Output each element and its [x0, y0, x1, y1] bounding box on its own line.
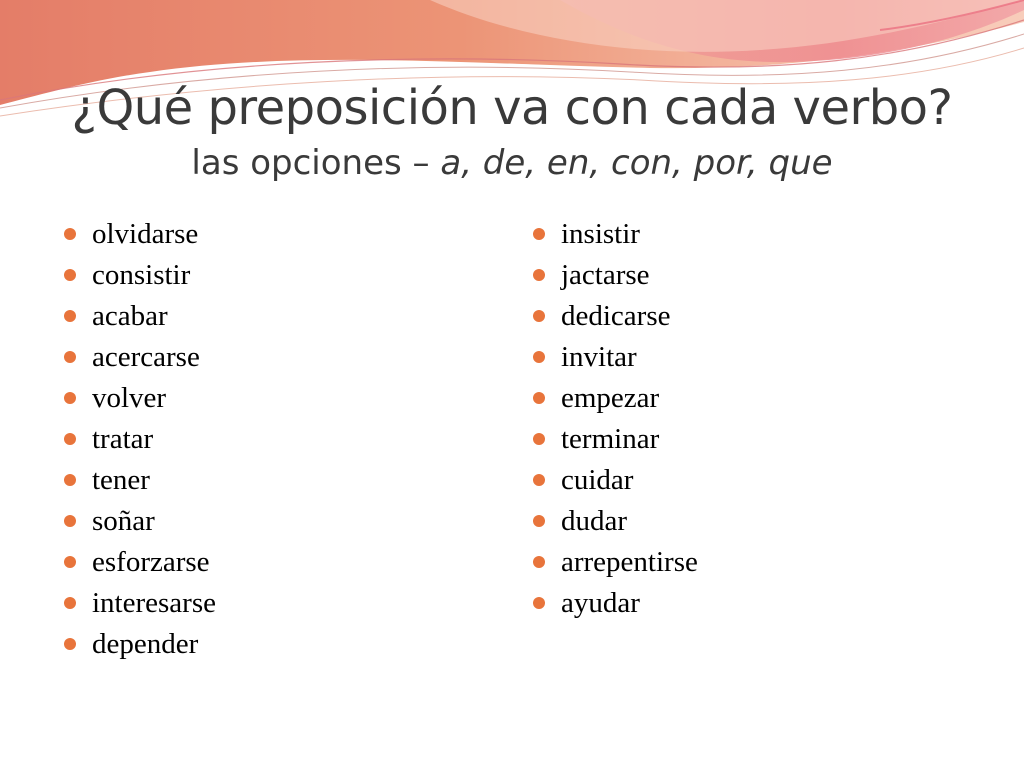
verb-label: empezar [561, 382, 660, 414]
subtitle-prefix: las opciones – [191, 143, 441, 183]
bullet-icon [64, 392, 76, 404]
bullet-icon [64, 228, 76, 240]
verb-label: olvidarse [92, 218, 199, 250]
verb-label: depender [92, 628, 199, 660]
list-item [533, 296, 698, 337]
verb-label: cuidar [561, 464, 634, 496]
list-item [533, 501, 698, 542]
verb-label: arrepentirse [561, 546, 698, 578]
bullet-icon [533, 310, 545, 322]
verb-label: tener [92, 464, 150, 496]
bullet-icon [533, 556, 545, 568]
bullet-icon [533, 433, 545, 445]
verb-label: esforzarse [92, 546, 210, 578]
verb-label: acabar [92, 300, 168, 332]
list-item [533, 419, 698, 460]
title-block [0, 78, 1024, 186]
list-item [64, 419, 216, 460]
list-item [64, 296, 216, 337]
list-item [64, 583, 216, 624]
verb-label: consistir [92, 259, 191, 291]
bullet-icon [64, 310, 76, 322]
verb-list-right [533, 214, 698, 624]
bullet-icon [533, 269, 545, 281]
slide-title: ¿Qué preposición va con cada verbo? [71, 80, 953, 136]
bullet-icon [533, 515, 545, 527]
bullet-icon [533, 351, 545, 363]
list-item [64, 255, 216, 296]
bullet-icon [64, 638, 76, 650]
list-item [533, 460, 698, 501]
bullet-icon [64, 474, 76, 486]
slide-subtitle [0, 140, 1024, 186]
bullet-icon [533, 392, 545, 404]
bullet-icon [64, 269, 76, 281]
list-item [533, 255, 698, 296]
list-item [64, 337, 216, 378]
list-item [64, 460, 216, 501]
verb-label: ayudar [561, 587, 640, 619]
verb-list-left [64, 214, 216, 665]
bullet-icon [533, 228, 545, 240]
verb-label: tratar [92, 423, 154, 455]
verb-label: interesarse [92, 587, 216, 619]
list-item [64, 501, 216, 542]
list-item [64, 214, 216, 255]
verb-label: jactarse [561, 259, 650, 291]
list-item [533, 583, 698, 624]
bullet-icon [533, 597, 545, 609]
bullet-icon [64, 597, 76, 609]
verb-label: acercarse [92, 341, 200, 373]
verb-label: terminar [561, 423, 660, 455]
bullet-icon [64, 556, 76, 568]
list-item [64, 542, 216, 583]
verb-label: dedicarse [561, 300, 671, 332]
verb-label: dudar [561, 505, 628, 537]
verb-label: invitar [561, 341, 637, 373]
bullet-icon [64, 515, 76, 527]
list-item [64, 624, 216, 665]
list-item [64, 378, 216, 419]
list-item [533, 542, 698, 583]
list-item [533, 214, 698, 255]
subtitle-options: a, de, en, con, por, que [440, 143, 833, 183]
list-item [533, 378, 698, 419]
verb-label: soñar [92, 505, 155, 537]
verb-label: insistir [561, 218, 640, 250]
bullet-icon [533, 474, 545, 486]
bullet-icon [64, 433, 76, 445]
list-item [533, 337, 698, 378]
verb-label: volver [92, 382, 167, 414]
bullet-icon [64, 351, 76, 363]
